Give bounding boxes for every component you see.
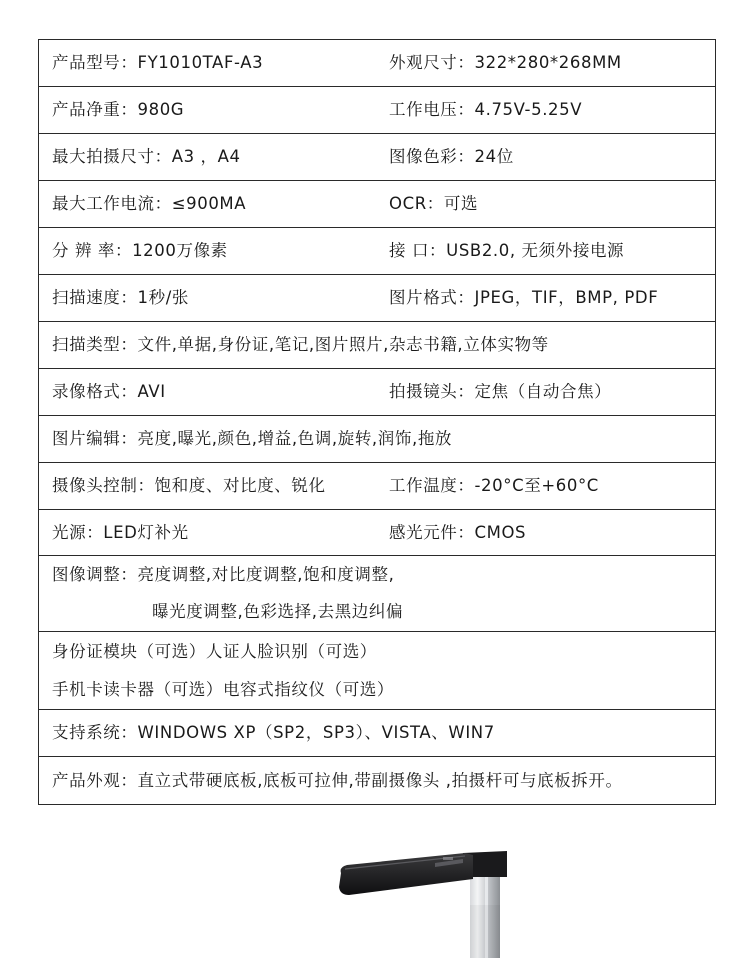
spec-size: 外观尺寸：322*280*268MM bbox=[377, 40, 716, 87]
spec-row bbox=[39, 322, 716, 369]
spec-row bbox=[39, 757, 716, 805]
spec-optional-modules bbox=[39, 632, 716, 710]
spec-light-source: 光源：LED灯补光 bbox=[39, 510, 378, 556]
product-photo bbox=[335, 845, 510, 958]
spec-camera-control: 摄像头控制：饱和度、对比度、锐化 bbox=[39, 463, 378, 510]
spec-row bbox=[39, 87, 716, 134]
spec-temperature: 工作温度：-20°C至+60°C bbox=[377, 463, 716, 510]
spec-row bbox=[39, 369, 716, 416]
spec-row bbox=[39, 510, 716, 556]
spec-image-format: 图片格式：JPEG，TIF，BMP, PDF bbox=[377, 275, 716, 322]
spec-row bbox=[39, 275, 716, 322]
spec-table bbox=[38, 39, 716, 805]
spec-row bbox=[39, 632, 716, 710]
spec-row bbox=[39, 710, 716, 757]
spec-appearance: 产品外观：直立式带硬底板,底板可拉伸,带副摄像头 ,拍摄杆可与底板拆开。 bbox=[39, 757, 716, 805]
spec-row bbox=[39, 40, 716, 87]
spec-sensor: 感光元件：CMOS bbox=[377, 510, 716, 556]
spec-model: 产品型号：FY1010TAF-A3 bbox=[39, 40, 378, 87]
spec-lens: 拍摄镜头：定焦（自动合焦） bbox=[377, 369, 716, 416]
scanner-illustration bbox=[335, 845, 510, 958]
spec-image-adjust bbox=[39, 556, 716, 632]
spec-voltage: 工作电压：4.75V-5.25V bbox=[377, 87, 716, 134]
spec-image-edit: 图片编辑：亮度,曝光,颜色,增益,色调,旋转,润饰,拖放 bbox=[39, 416, 716, 463]
spec-resolution: 分 辨 率：1200万像素 bbox=[39, 228, 378, 275]
spec-scan-speed: 扫描速度：1秒/张 bbox=[39, 275, 378, 322]
spec-row bbox=[39, 228, 716, 275]
spec-color-depth: 图像色彩：24位 bbox=[377, 134, 716, 181]
spec-row bbox=[39, 556, 716, 632]
spec-optional-line1: 身份证模块（可选）人证人脸识别（可选） bbox=[52, 641, 377, 661]
spec-row bbox=[39, 416, 716, 463]
spec-max-current: 最大工作电流：≤900MA bbox=[39, 181, 378, 228]
spec-image-adjust-line1: 图像调整：亮度调整,对比度调整,饱和度调整, bbox=[52, 565, 395, 584]
spec-row bbox=[39, 463, 716, 510]
spec-max-scan-size: 最大拍摄尺寸：A3 ，A4 bbox=[39, 134, 378, 181]
spec-optional-line2: 手机卡读卡器（可选）电容式指纹仪（可选） bbox=[52, 679, 394, 699]
spec-interface: 接 口：USB2.0, 无须外接电源 bbox=[377, 228, 716, 275]
spec-scan-types: 扫描类型：文件,单据,身份证,笔记,图片照片,杂志书籍,立体实物等 bbox=[39, 322, 716, 369]
spec-ocr: OCR：可选 bbox=[377, 181, 716, 228]
spec-weight: 产品净重：980G bbox=[39, 87, 378, 134]
spec-video-format: 录像格式：AVI bbox=[39, 369, 378, 416]
spec-os-support: 支持系统：WINDOWS XP（SP2，SP3）、VISTA、WIN7 bbox=[39, 710, 716, 757]
spec-row bbox=[39, 134, 716, 181]
spec-image-adjust-line2: 曝光度调整,色彩选择,去黑边纠偏 bbox=[152, 602, 404, 621]
spec-row bbox=[39, 181, 716, 228]
